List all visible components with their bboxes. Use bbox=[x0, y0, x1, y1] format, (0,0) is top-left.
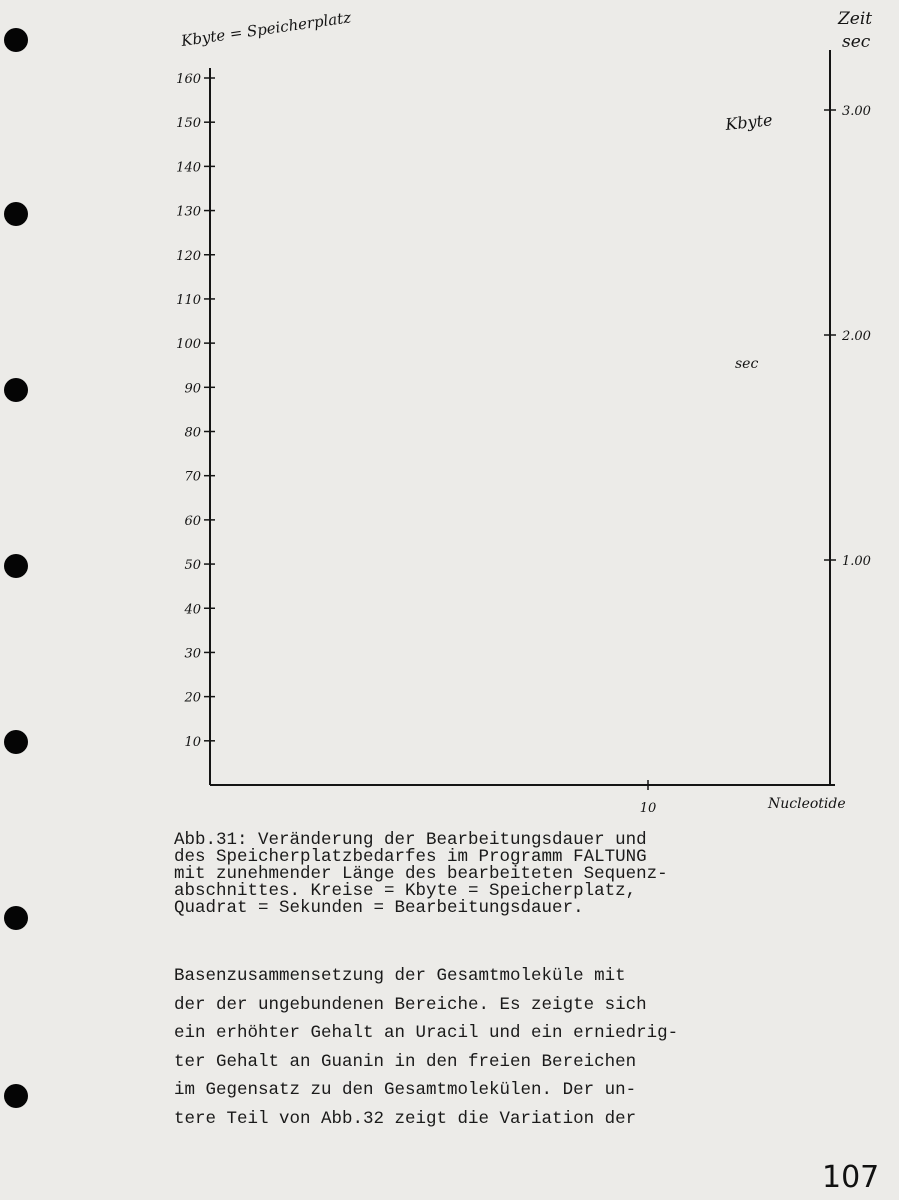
right-y-tick-label: 3.00 bbox=[842, 104, 871, 119]
punch-hole bbox=[4, 906, 28, 930]
page-number: 107 bbox=[822, 1160, 880, 1195]
left-y-tick-label: 90 bbox=[184, 381, 201, 397]
left-y-tick-label: 20 bbox=[184, 690, 201, 706]
right-y-tick-label: 2.00 bbox=[842, 329, 871, 344]
left-y-tick-label: 100 bbox=[176, 337, 201, 353]
figure-caption: Abb.31: Veränderung der Bearbeitungsdauer und des Speicherplatzbedarfes im Programm FALTUNG mit zunehmender Länge des bearbeiteten Sequenz- abschnittes. Kreise = Kbyte = Speicherplatz, Quadrat = Sekunden = Bearbeitungsdauer. bbox=[174, 830, 668, 918]
x-tick-label: 10 bbox=[639, 801, 657, 816]
body-line: ein erhöhter Gehalt an Uracil und ein erniedrig- bbox=[174, 1023, 679, 1043]
left-y-tick-label: 60 bbox=[184, 513, 201, 529]
left-y-axis-label: Kbyte = Speicherplatz bbox=[180, 8, 353, 50]
left-y-tick-label: 80 bbox=[184, 425, 201, 441]
left-y-tick-label: 110 bbox=[176, 292, 201, 308]
body-line: tere Teil von Abb.32 zeigt die Variation der bbox=[174, 1108, 637, 1129]
left-y-tick-label: 120 bbox=[176, 248, 201, 264]
body-line: der der ungebundenen Bereiche. Es zeigte sich bbox=[174, 994, 647, 1015]
left-y-tick-label: 150 bbox=[176, 116, 201, 132]
chart-labels bbox=[179, 8, 872, 812]
left-y-tick-label: 40 bbox=[184, 602, 201, 618]
body-line: Basenzusammensetzung der Gesamtmoleküle mit bbox=[174, 966, 626, 986]
punch-hole bbox=[4, 1084, 28, 1108]
right-y-axis-label-line1: Zeit bbox=[838, 9, 873, 29]
left-y-tick-label: 160 bbox=[176, 72, 201, 87]
right-y-axis-label-line2: sec bbox=[842, 32, 871, 52]
chart-ticks bbox=[176, 72, 899, 816]
chart-axes bbox=[210, 50, 835, 785]
left-y-tick-label: 130 bbox=[176, 204, 201, 220]
right-y-tick-label: 1.00 bbox=[842, 554, 871, 569]
series-label-kbyte: Kbyte bbox=[724, 110, 774, 134]
x-axis-label: Nucleotide bbox=[768, 796, 846, 812]
left-y-tick-label: 50 bbox=[184, 558, 201, 574]
body-line: im Gegensatz zu den Gesamtmolekülen. Der un- bbox=[174, 1080, 637, 1100]
left-y-tick-label: 30 bbox=[184, 646, 201, 662]
body-text bbox=[174, 962, 814, 1133]
left-y-tick-label: 10 bbox=[184, 734, 201, 750]
left-y-tick-label: 70 bbox=[184, 469, 201, 485]
series-label-sec: sec bbox=[735, 356, 759, 372]
body-line: ter Gehalt an Guanin in den freien Bereichen bbox=[174, 1051, 637, 1072]
left-y-tick-label: 140 bbox=[176, 160, 201, 176]
